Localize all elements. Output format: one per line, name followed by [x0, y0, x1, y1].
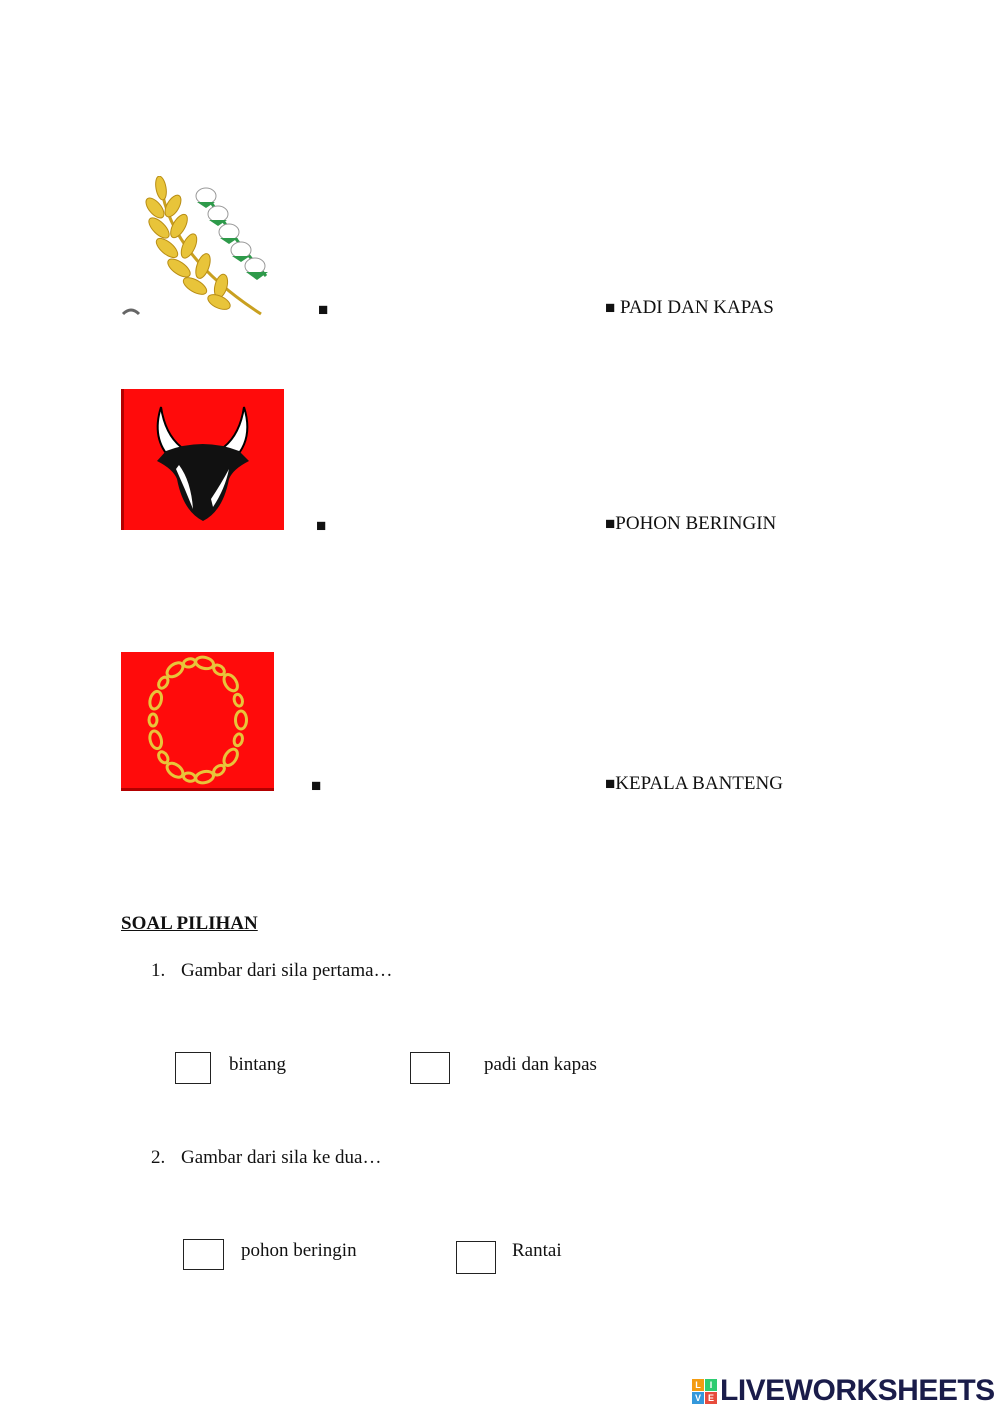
option-label-bintang: bintang: [229, 1054, 286, 1075]
match-answer-1[interactable]: [605, 297, 774, 319]
option-label-rantai: Rantai: [512, 1240, 562, 1261]
option-checkbox-pohon-beringin[interactable]: [183, 1239, 224, 1270]
chain-link: [183, 658, 197, 669]
option-label-pohon-beringin: pohon beringin: [241, 1240, 357, 1261]
kepala-banteng-emblem: [121, 389, 284, 530]
question-number-1: 1.: [151, 960, 166, 981]
chain-link: [221, 747, 240, 768]
chain-link: [212, 663, 226, 677]
question-text-1: Gambar dari sila pertama…: [181, 960, 393, 981]
chain-link: [149, 714, 157, 726]
chain-link: [236, 711, 247, 729]
logo-letter: E: [705, 1392, 717, 1404]
chain-link: [195, 770, 215, 785]
option-label-padi-dan-kapas: padi dan kapas: [484, 1054, 597, 1075]
chain-link: [157, 675, 170, 689]
answer-label: PADI DAN KAPAS: [620, 297, 774, 318]
match-answer-3[interactable]: [605, 773, 783, 795]
question-text-2: Gambar dari sila ke dua…: [181, 1147, 382, 1168]
chain-link: [148, 690, 163, 710]
chain-link: [157, 750, 170, 764]
rantai-emblem: [121, 652, 274, 791]
brand-wordmark: LIVEWORKSHEETS: [720, 1374, 995, 1407]
answer-label: KEPALA BANTENG: [615, 773, 783, 794]
logo-icon: [692, 1379, 717, 1404]
chain-link: [195, 656, 215, 671]
match-answer-2[interactable]: [605, 513, 776, 535]
chain-link: [148, 730, 163, 750]
logo-letter: V: [692, 1392, 704, 1404]
answer-label: POHON BERINGIN: [615, 513, 777, 534]
quiz-heading: SOAL PILIHAN: [121, 913, 258, 934]
match-bullet-1[interactable]: ■: [318, 300, 329, 319]
option-checkbox-bintang[interactable]: [175, 1052, 211, 1084]
chain-link: [233, 693, 244, 707]
option-checkbox-padi-dan-kapas[interactable]: [410, 1052, 450, 1084]
chain-link: [233, 733, 244, 747]
match-bullet-3[interactable]: ■: [311, 776, 322, 795]
liveworksheets-logo: [692, 1374, 995, 1408]
match-bullet-2[interactable]: ■: [316, 516, 327, 535]
answer-bullet: ■: [605, 774, 616, 793]
option-checkbox-rantai[interactable]: [456, 1241, 496, 1274]
chain-link: [221, 672, 240, 693]
question-number-2: 2.: [151, 1147, 166, 1168]
chain-link: [183, 772, 197, 783]
answer-bullet: ■: [605, 298, 616, 317]
logo-letter: I: [705, 1379, 717, 1391]
answer-bullet: ■: [605, 514, 616, 533]
padi-kapas-emblem: [121, 176, 281, 316]
logo-letter: L: [692, 1379, 704, 1391]
